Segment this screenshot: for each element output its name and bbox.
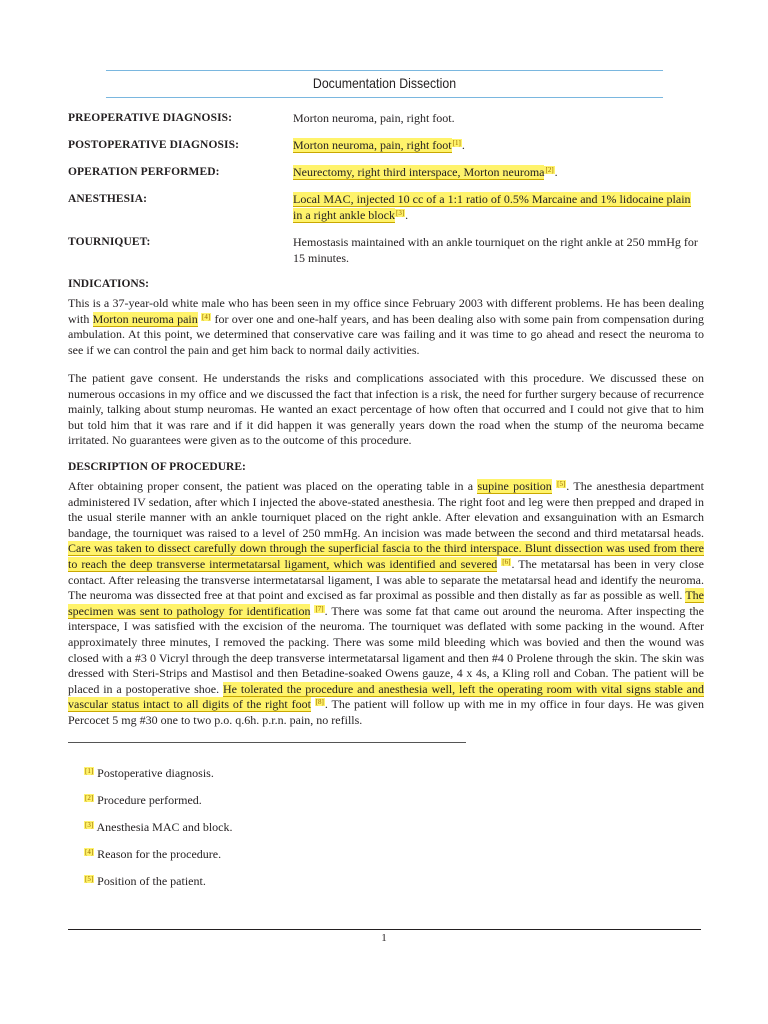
footnote-ref[interactable]: [4]	[202, 312, 211, 321]
text: . The patient will follow up with me in my office in four days. He was given Percocet 5 mg #30 one to two p.o. q.6h. p.r.n. pain, no refills.	[68, 697, 704, 727]
footnote-ref[interactable]: [6]	[502, 557, 511, 566]
footnote-ref[interactable]: [7]	[315, 604, 324, 613]
highlight: Care was taken to dissect carefully down through the superficial fascia to the third interspace. Blunt dissection was used from there to reach the deep transverse intermetatarsal ligament, which was identified and severed	[68, 541, 704, 571]
description-paragraph	[68, 479, 704, 729]
description-heading: DESCRIPTION OF PROCEDURE:	[68, 461, 246, 473]
field-label: ANESTHESIA:	[68, 193, 148, 205]
footnote-ref[interactable]: [1]	[452, 139, 461, 147]
field-label: POSTOPERATIVE DIAGNOSIS:	[68, 139, 239, 151]
footnote-marker[interactable]: [3]	[85, 821, 94, 829]
field-value: Local MAC, injected 10 cc of a 1:1 ratio of 0.5% Marcaine and 1% lidocaine plain in a right ankle block[3].	[293, 192, 691, 222]
indications-heading: INDICATIONS:	[68, 278, 149, 290]
highlight: supine position	[477, 479, 552, 493]
highlight: He tolerated the procedure and anesthesia well, left the operating room with vital signs stable and vascular status intact to all digits of the right foot	[68, 681, 704, 712]
footnote-ref[interactable]: [3]	[395, 208, 405, 217]
field-value: Hemostasis maintained with an ankle tourniquet on the right ankle at 250 mmHg for 15 minutes.	[293, 235, 698, 265]
text: . The anesthesia department administered IV sedation, after which I injected the above-stated anesthesia. The right foot and leg were then prepped and draped in the usual sterile manner with an ankle tourniquet placed on the right ankle. After elevation and exsanguination with an Esmarch bandage, the tourniquet was raised to a level of 250 mmHg. An incision was made between the second and third metatarsal heads.	[68, 479, 705, 540]
footnote-separator	[68, 742, 466, 743]
field-value: Neurectomy, right third interspace, Morton neuroma[2].	[293, 165, 558, 179]
footnote-text: Postoperative diagnosis.	[97, 766, 214, 780]
footnote-text: Procedure performed.	[97, 793, 202, 807]
highlight: Morton neuroma pain	[92, 311, 198, 326]
footnote-marker[interactable]: [1]	[85, 767, 94, 775]
footnote-item	[84, 766, 214, 782]
text: This is a 37-year-old white male who has been seen in my office since February 2003 with different problems. He has been dealing with	[68, 296, 704, 326]
footnote-ref[interactable]: [2]	[545, 166, 554, 174]
footnote-item	[84, 874, 206, 890]
page-number: 1	[381, 932, 387, 944]
highlight: Morton neuroma, pain, right foot	[293, 138, 452, 152]
footnote-item	[84, 820, 233, 836]
field-label: OPERATION PERFORMED:	[68, 166, 220, 178]
indications-paragraph-1	[68, 296, 704, 358]
highlight: The specimen was sent to pathology for identification	[68, 588, 704, 618]
page-bottom-rule	[68, 929, 701, 930]
highlight: Neurectomy, right third interspace, Morton neuroma	[293, 165, 545, 179]
indications-paragraph-2: The patient gave consent. He understands the risks and complications associated with this procedure. We discussed these on numerous occasions in my office and we discussed the fact that infection is a risk, the need for further surgery because of recurrence mainly, talking about stump neuromas. He wanted an exact percentage of how often that occurred and I could not give that to him but told him that it was rare and if it did happen it was generally years down the road when the stump of the neuroma became irritated. No guarantees were given as to the outcome of this procedure.	[68, 371, 704, 448]
text: . There was some fat that came out around the neuroma. After inspecting the interspace, I was satisfied with the excision of the neuroma. The tourniquet was deflated with some packing in the wound. After approximately three minutes, I removed the packing. There was some mild bleeding which was bovied and then the wound was closed with a #3 0 Vicryl through the deep transverse intermetatarsal ligament and then #4 0 Prolene through the skin. The skin was dressed with Steri-Strips and Mastisol and then Betadine-soaked Owens gauze, 4 x 4s, a Kling roll and Coban. The patient will be placed in a postoperative shoe.	[68, 603, 705, 696]
document-title: Documentation Dissection	[106, 70, 663, 98]
text: . The metatarsal has been in very close contact. After releasing the transverse intermetatarsal ligament, I was able to separate the metatarsal head and identify the neuroma. The neuroma was dissected free at that point and excised as far proximal as possible and then distally as far as possible as well.	[68, 556, 705, 603]
footnote-marker[interactable]: [5]	[85, 875, 94, 883]
footnote-marker[interactable]: [4]	[85, 848, 94, 856]
highlight: Local MAC, injected 10 cc of a 1:1 ratio of 0.5% Marcaine and 1% lidocaine plain in a right ankle block	[293, 192, 691, 222]
footnote-item	[84, 793, 202, 809]
footnote-marker[interactable]: [2]	[85, 794, 94, 802]
footnote-text: Position of the patient.	[97, 874, 206, 888]
footnote-text: Anesthesia MAC and block.	[96, 820, 233, 834]
footnote-ref[interactable]: [8]	[315, 698, 324, 707]
text: for over one and one-half years, and has been dealing also with some pain from compensation during ambulation. At this point, we determined that conservative care was failing and it was time to go ahead and resect the neuroma to see if we can control the pain and get him back to normal daily activities.	[68, 311, 705, 357]
text: After obtaining proper consent, the patient was placed on the operating table in a	[68, 479, 474, 493]
footnote-item	[84, 847, 221, 863]
footnote-ref[interactable]: [5]	[557, 480, 566, 488]
field-value: Morton neuroma, pain, right foot[1].	[293, 138, 465, 152]
field-label: PREOPERATIVE DIAGNOSIS:	[68, 112, 233, 124]
footnote-text: Reason for the procedure.	[97, 847, 222, 861]
field-value: Morton neuroma, pain, right foot.	[293, 111, 455, 125]
field-label: TOURNIQUET:	[68, 236, 151, 248]
